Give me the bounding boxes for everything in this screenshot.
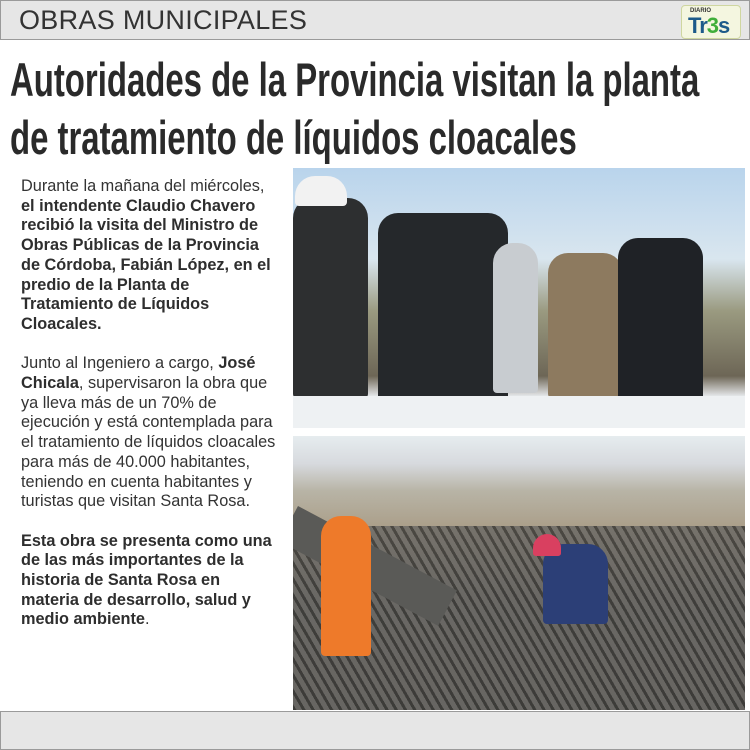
p2-text-a: Junto al Ingeniero a cargo, (21, 354, 219, 373)
logo-text-b: 3 (706, 13, 719, 38)
logo-text-c: s (718, 13, 730, 38)
article-body (21, 177, 279, 650)
photo-officials-visit (293, 168, 745, 428)
p2-bold: José Chicala (21, 354, 256, 393)
section-header-bar (0, 0, 750, 40)
headline-line-2: de tratamiento de líquidos cloacales (10, 111, 577, 164)
paragraph-3 (21, 532, 279, 631)
p1-bold: el intendente Claudio Chavero recibió la visita del Ministro de Obras Públicas de la Provincia de Córdoba, Fabián López, en el predio de la Planta de Tratamiento de Líquidos Cloacales. (21, 196, 271, 333)
logo-text-a: Tr (688, 13, 707, 38)
p3-bold: Esta obra se presenta como una de las más importantes de la historia de Santa Rosa en materia de desarrollo, salud y medio ambiente (21, 531, 272, 629)
photo-construction-site (293, 436, 745, 710)
p1-text: Durante la mañana del miércoles, (21, 177, 265, 195)
p3-text: . (144, 610, 150, 629)
paragraph-2 (21, 354, 279, 512)
logo-text (688, 13, 729, 39)
p2-text-c: , supervisaron la obra que ya lleva más de un 70% de ejecución y está contemplada para el tratamiento de líquidos cloacales para más de 40.000 habitantes, teniendo en cuenta habitantes y turistas que visitan Santa Rosa. (21, 374, 276, 511)
diario-tr3s-logo (681, 5, 741, 39)
logo-small-text: DIARIO (690, 8, 711, 14)
footer-bar (0, 711, 750, 750)
headline-line-1: Autoridades de la Provincia visitan la planta (10, 53, 700, 106)
paragraph-1 (21, 177, 279, 335)
section-title: OBRAS MUNICIPALES (19, 5, 308, 35)
